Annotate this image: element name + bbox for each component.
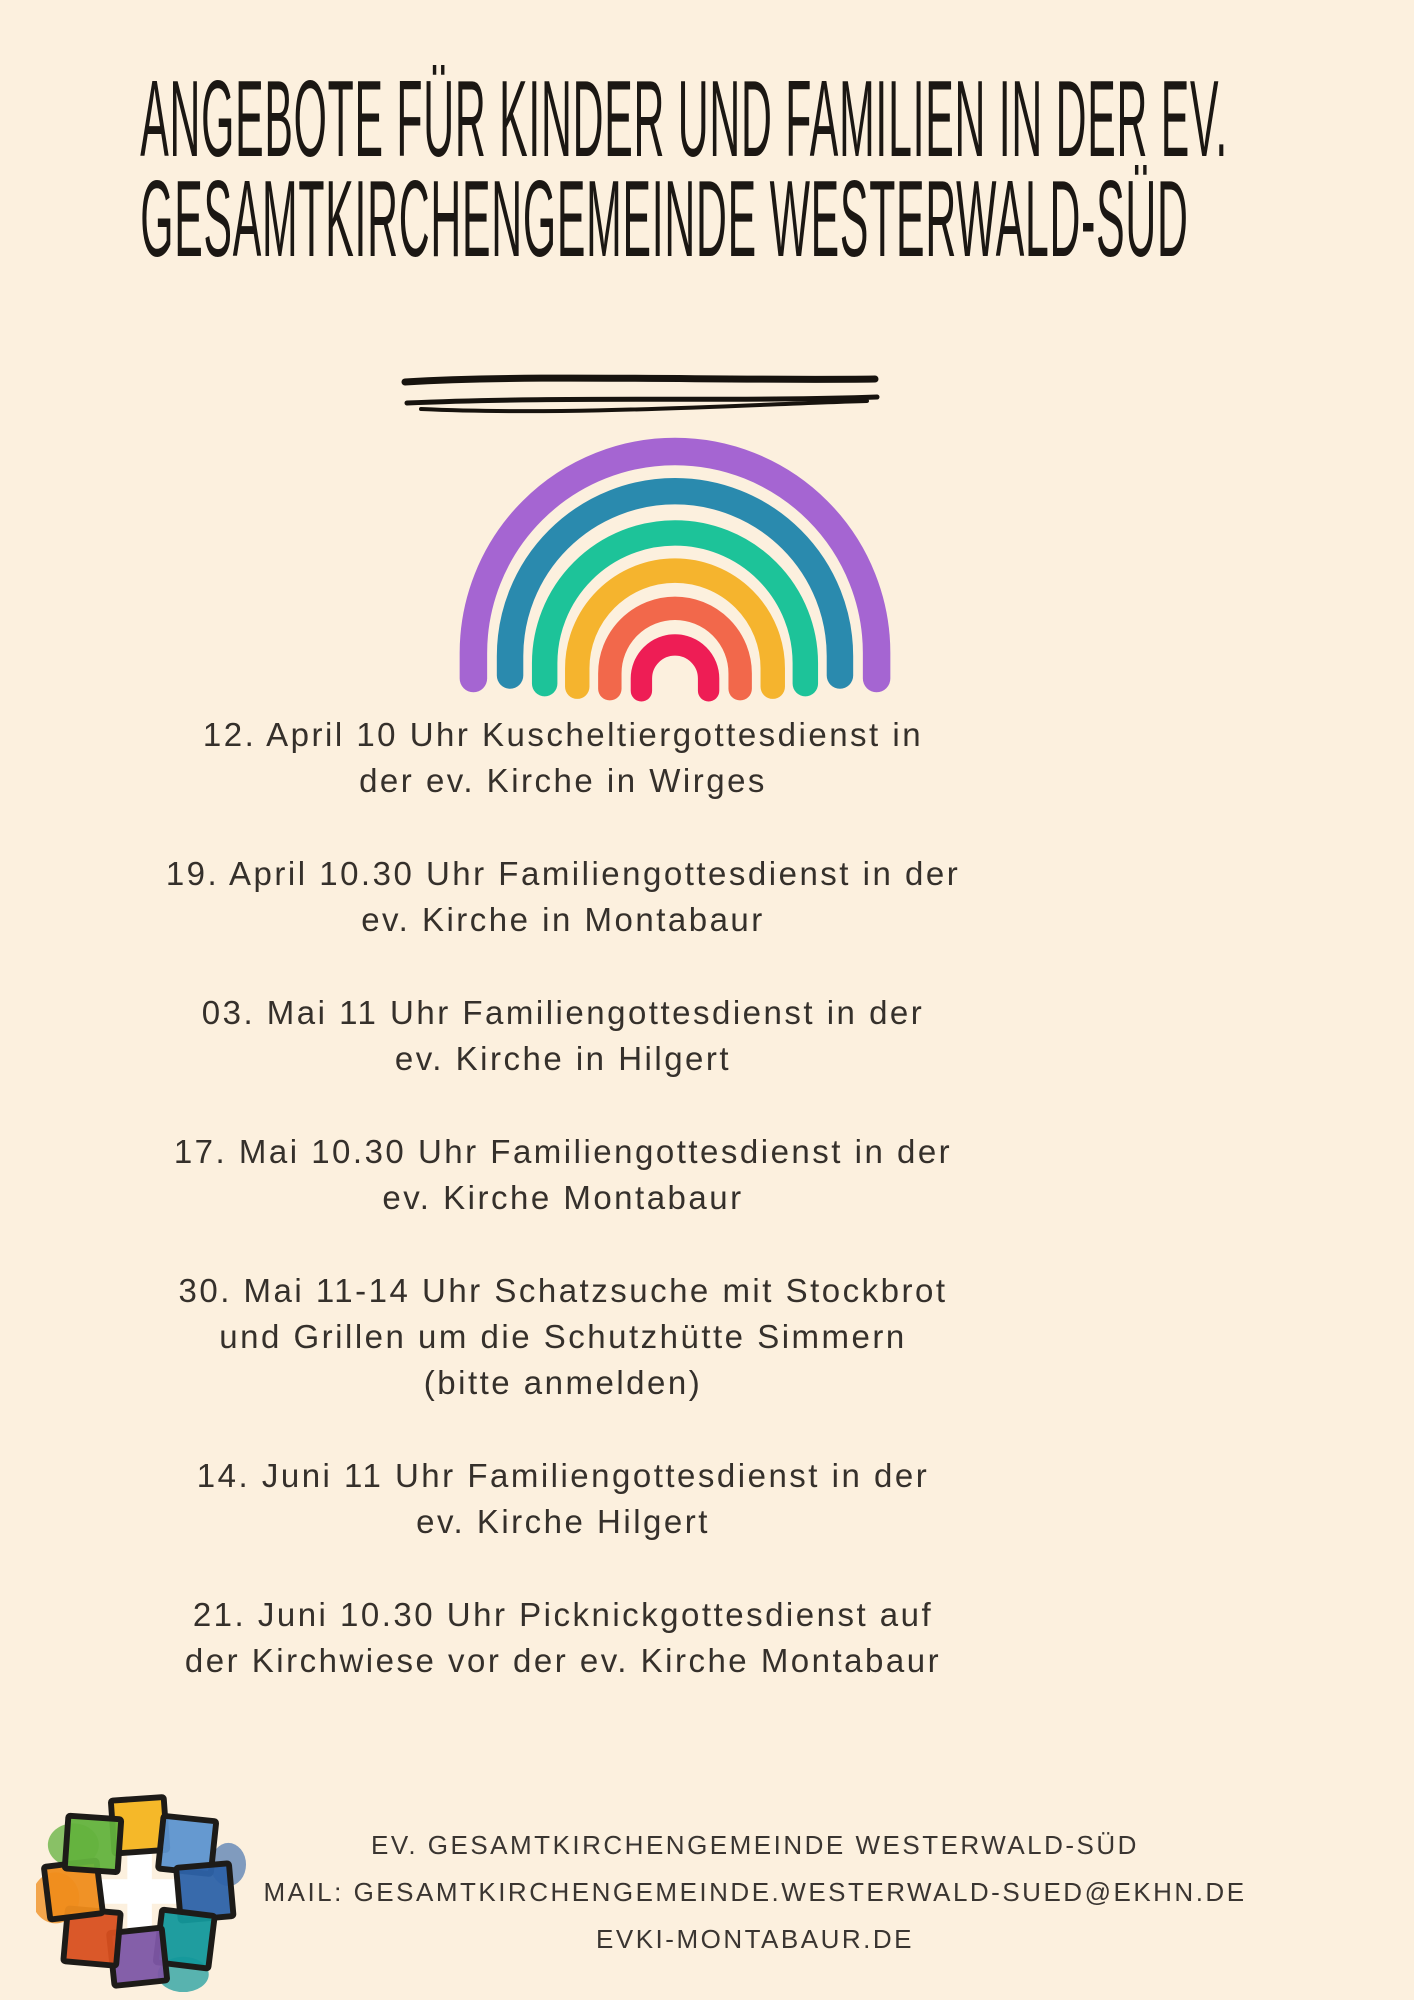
event-line: 17. Mai 10.30 Uhr Familiengottesdienst in der [173, 1133, 953, 1170]
church-community-logo [36, 1788, 252, 1994]
event-line: 03. Mai 11 Uhr Familiengottesdienst in der [201, 994, 925, 1031]
footer-contact [255, 1822, 1255, 1963]
event-item [0, 1592, 1126, 1684]
page-title [0, 59, 1228, 281]
event-line: 30. Mai 11-14 Uhr Schatzsuche mit Stockbrot [178, 1272, 948, 1309]
event-line: der Kirchwiese vor der ev. Kirche Montabaur [184, 1642, 942, 1679]
rainbow-arc-pink [641, 645, 708, 691]
rainbow-illustration [455, 424, 895, 704]
event-line: 12. April 10 Uhr Kuscheltiergottesdienst in [202, 716, 924, 753]
event-line: ev. Kirche Hilgert [416, 1503, 710, 1540]
event-item [0, 712, 1126, 804]
event-item [0, 990, 1126, 1082]
page-title-line-1: ANGEBOTE FÜR KINDER UND FAMILIEN IN DER EV. [140, 59, 1228, 181]
event-item [0, 1129, 1126, 1221]
logo-square-top-left [65, 1816, 122, 1873]
event-line: 21. Juni 10.30 Uhr Picknickgottesdienst auf [192, 1596, 934, 1633]
title-divider [395, 368, 885, 423]
event-line: 14. Juni 11 Uhr Familiengottesdienst in der [196, 1457, 930, 1494]
event-line: 19. April 10.30 Uhr Familiengottesdienst in der [165, 855, 961, 892]
event-line: (bitte anmelden) [423, 1364, 703, 1401]
page-title-line-2: GESAMTKIRCHENGEMEINDE WESTERWALD-SÜD [140, 159, 1189, 281]
footer-org-name: EV. GESAMTKIRCHENGEMEINDE WESTERWALD-SÜD [371, 1830, 1139, 1860]
event-item [0, 851, 1126, 943]
event-item [0, 1453, 1126, 1545]
event-line: ev. Kirche in Montabaur [361, 901, 765, 938]
event-line: und Grillen um die Schutzhütte Simmern [219, 1318, 907, 1355]
event-line: ev. Kirche Montabaur [382, 1179, 744, 1216]
footer-website: EVKI-MONTABAUR.DE [596, 1924, 914, 1954]
event-item [0, 1268, 1126, 1406]
event-line: der ev. Kirche in Wirges [359, 762, 767, 799]
event-line: ev. Kirche in Hilgert [394, 1040, 732, 1077]
footer-email: MAIL: GESAMTKIRCHENGEMEINDE.WESTERWALD-SUED@EKHN.DE [263, 1877, 1247, 1907]
events-list [0, 712, 1126, 1731]
